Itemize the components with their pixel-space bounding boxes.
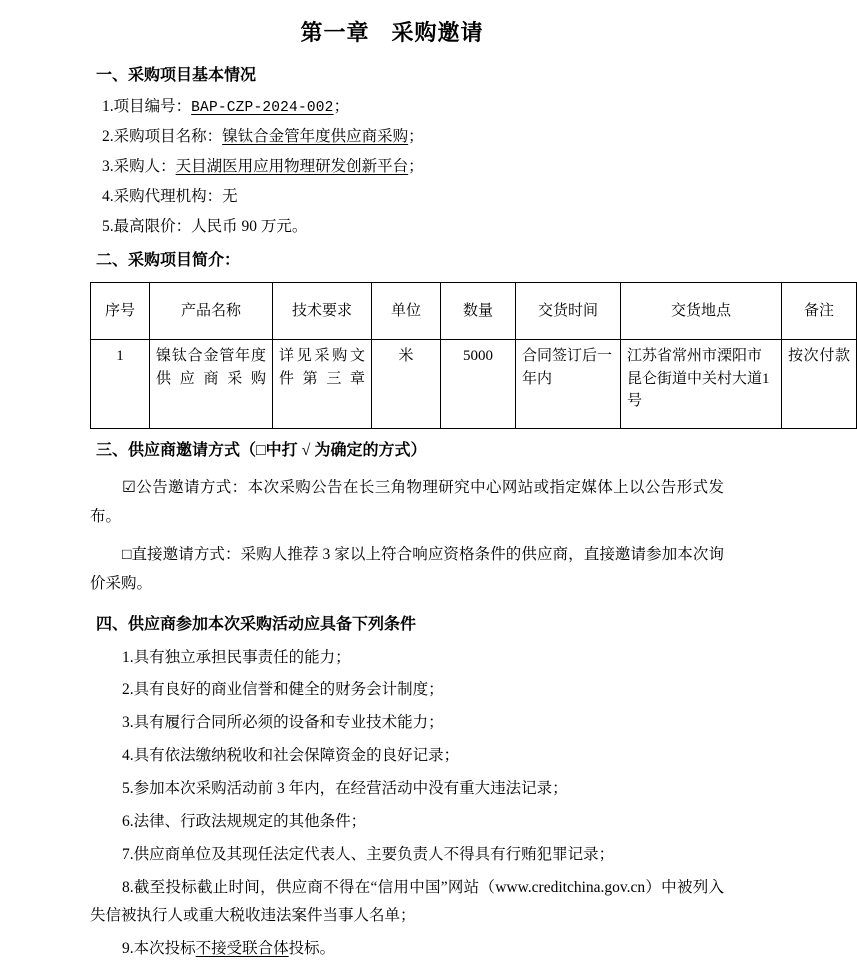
item-suffix: ；: [408, 128, 424, 146]
invitation-option-public: [60, 474, 724, 531]
item-value: 人民币 90 万元。: [191, 218, 308, 236]
column-header-name: 产品名称: [150, 283, 273, 340]
column-header-note: 备注: [782, 283, 857, 340]
condition-number: 1.: [122, 648, 134, 666]
condition-text: 具有履行合同所必须的设备和专业技术能力；: [133, 714, 444, 732]
item-value: BAP-CZP-2024-002: [191, 99, 334, 116]
item-label: 采购代理机构：: [113, 188, 223, 206]
item-label: 采购人：: [113, 158, 176, 176]
item-number: 5.: [102, 218, 114, 236]
condition-text-before: 本次投标: [133, 939, 196, 957]
condition-number: 5.: [122, 780, 134, 798]
condition-text: 法律、行政法规规定的其他条件；: [133, 812, 367, 830]
condition-item: [60, 676, 724, 704]
condition-number: 8.: [122, 878, 134, 896]
item-label: 最高限价：: [113, 218, 192, 236]
condition-number: 7.: [122, 845, 134, 863]
condition-item: [60, 841, 724, 869]
item-number: 1.: [102, 97, 114, 115]
item-suffix: ；: [333, 97, 350, 115]
list-item: [60, 185, 724, 209]
item-number: 2.: [102, 128, 114, 146]
list-item: [60, 125, 724, 149]
column-header-time: 交货时间: [516, 283, 621, 340]
condition-number: 6.: [122, 812, 134, 830]
column-header-place: 交货地点: [621, 283, 782, 340]
section-1-heading: 一、采购项目基本情况: [96, 67, 257, 85]
cell-no: 1: [91, 340, 150, 429]
cell-qty: 5000: [441, 340, 516, 429]
title-chapter: 第一章: [300, 20, 370, 45]
condition-item: [60, 709, 724, 737]
cell-unit: 米: [372, 340, 441, 429]
table-header-row: [91, 283, 857, 340]
section-3-heading: 三、供应商邀请方式（□中打 √ 为确定的方式）: [96, 442, 427, 460]
condition-item: [60, 874, 724, 930]
option-text: 本次采购公告在长三角物理研究中心网站或指定媒体上以公告形式发布。: [90, 479, 724, 525]
cell-time: 合同签订后一年内: [516, 340, 621, 429]
page-title: [60, 16, 724, 50]
condition-text: 具有良好的商业信誉和健全的财务会计制度；: [133, 681, 444, 699]
column-header-no: 序号: [91, 283, 150, 340]
checkbox-checked-icon[interactable]: ☑: [122, 479, 136, 497]
option-label: 公告邀请方式：: [135, 479, 248, 497]
condition-text-after: 投标。: [288, 939, 336, 957]
condition-text: 截至投标截止时间，供应商不得在“信用中国”网站（www.creditchina.gov.cn）中被列入失信被执行人或重大税收违法案件当事人名单；: [90, 878, 724, 924]
invitation-option-direct: [60, 541, 724, 598]
condition-item: [60, 808, 724, 836]
option-label: 直接邀请方式：: [131, 546, 241, 564]
title-main: 采购邀请: [391, 20, 484, 45]
list-item: [60, 215, 724, 239]
condition-text-underlined: 不接受联合体: [195, 939, 289, 957]
condition-item: [60, 775, 724, 803]
condition-number: 9.: [122, 939, 134, 957]
item-label: 项目编号：: [113, 97, 192, 115]
condition-item: [60, 935, 724, 962]
section-2-heading: 二、采购项目简介：: [96, 252, 241, 270]
condition-number: 3.: [122, 714, 134, 732]
item-value: 镍钛合金管年度供应商采购: [222, 128, 409, 146]
condition-text: 供应商单位及其现任法定代表人、主要负责人不得具有行贿犯罪记录；: [133, 845, 615, 863]
cell-name: 镍钛合金管年度供应商采购: [150, 340, 273, 429]
checkbox-empty-icon[interactable]: □: [122, 546, 132, 564]
condition-item: [60, 742, 724, 770]
section-4-heading: 四、供应商参加本次采购活动应具备下列条件: [96, 615, 417, 633]
cell-note: 按次付款: [782, 340, 857, 429]
condition-item: [60, 644, 724, 672]
column-header-tech: 技术要求: [273, 283, 372, 340]
option-text: 采购人推荐 3 家以上符合响应资格条件的供应商，直接邀请参加本次询价采购。: [90, 546, 724, 593]
condition-text: 具有独立承担民事责任的能力；: [133, 648, 351, 666]
condition-number: 2.: [122, 681, 134, 699]
item-number: 4.: [102, 188, 114, 206]
column-header-qty: 数量: [441, 283, 516, 340]
project-table: [90, 282, 857, 429]
item-value: 天目湖医用应用物理研发创新平台: [175, 158, 409, 176]
condition-text: 具有依法缴纳税收和社会保障资金的良好记录；: [133, 747, 460, 765]
condition-text: 参加本次采购活动前 3 年内，在经营活动中没有重大违法记录；: [133, 780, 568, 798]
item-label: 采购项目名称：: [113, 128, 223, 146]
list-item: [60, 155, 724, 179]
column-header-unit: 单位: [372, 283, 441, 340]
item-number: 3.: [102, 158, 114, 176]
list-item: [60, 95, 724, 119]
condition-number: 4.: [122, 747, 134, 765]
item-suffix: ；: [408, 158, 424, 176]
item-value: 无: [222, 188, 238, 206]
cell-tech: 详见采购文件第三章: [273, 340, 372, 429]
cell-place: 江苏省常州市溧阳市昆仑街道中关村大道1号: [621, 340, 782, 429]
table-row: [91, 340, 857, 429]
